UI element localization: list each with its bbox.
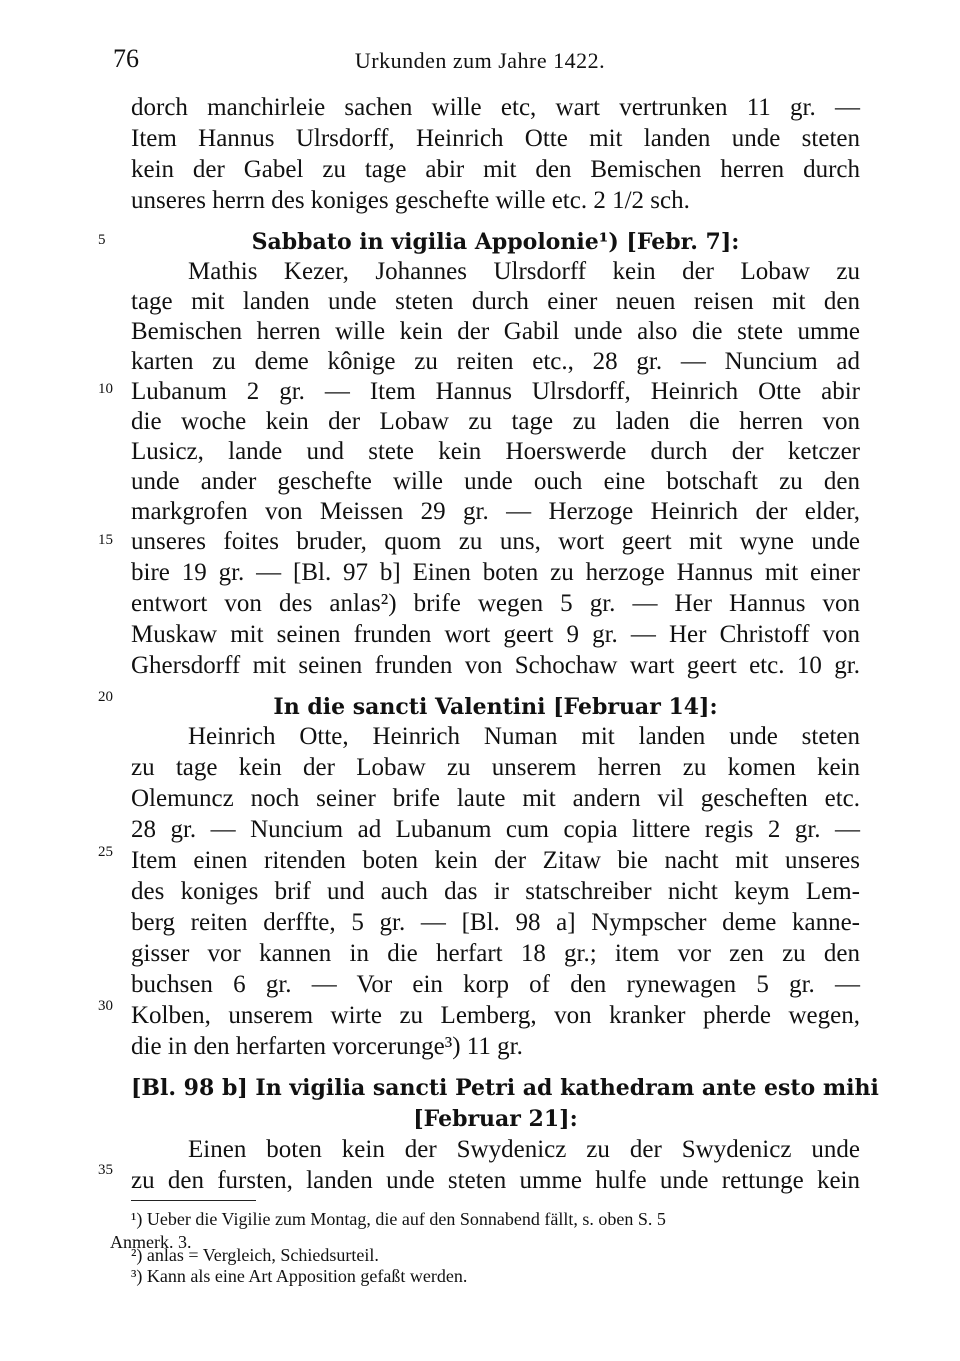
line-number: 35 bbox=[98, 1162, 113, 1178]
page-header bbox=[0, 44, 960, 76]
footnote-continuation: Anmerk. 3. bbox=[110, 1232, 192, 1252]
text-line: berg reiten derffte, 5 gr. — [Bl. 98 a] Nympscher deme kanne- bbox=[131, 909, 860, 936]
text-line: Einen boten kein der Swydenicz zu der Swydenicz unde bbox=[188, 1136, 860, 1163]
text-line: Item einen ritenden boten kein der Zitaw bie nacht mit unseres bbox=[131, 847, 860, 874]
section-heading: [Februar 21]: bbox=[413, 1106, 578, 1132]
text-line: unseres herrn des koniges geschefte wille etc. 2 1/2 sch. bbox=[131, 187, 690, 214]
text-line: entwort von des anlas²) brife wegen 5 gr. — Her Hannus von bbox=[131, 590, 860, 617]
text-line: Item Hannus Ulrsdorff, Heinrich Otte mit landen unde steten bbox=[131, 125, 860, 152]
text-line: buchsen 6 gr. — Vor ein korp of den rynewagen 5 gr. — bbox=[131, 971, 860, 998]
text-line: bire 19 gr. — [Bl. 97 b] Einen boten zu herzoge Hannus mit einer bbox=[131, 559, 860, 586]
section-heading: Sabbato in vigilia Appolonie¹) [Febr. 7]: bbox=[251, 229, 740, 255]
section-heading: [Bl. 98 b] In vigilia sancti Petri ad kathedram ante esto mihi bbox=[131, 1075, 879, 1101]
footnote: ¹) Ueber die Vigilie zum Montag, die auf den Sonnabend fällt, s. oben S. 5 bbox=[131, 1209, 666, 1229]
footnote: ³) Kann als eine Art Apposition gefaßt werden. bbox=[131, 1266, 468, 1286]
footnote: ²) anlas = Vergleich, Schiedsurteil. bbox=[131, 1245, 379, 1265]
text-line: dorch manchirleie sachen wille etc, wart vertrunken 11 gr. — bbox=[131, 94, 860, 121]
line-number: 20 bbox=[98, 689, 113, 705]
text-line: Mathis Kezer, Johannes Ulrsdorff kein der Lobaw zu bbox=[188, 258, 860, 285]
line-number: 25 bbox=[98, 844, 113, 860]
text-line: des koniges brif und auch das ir statschreiber nicht keym Lem- bbox=[131, 878, 860, 905]
text-line: die in den herfarten vorcerunge³) 11 gr. bbox=[131, 1033, 523, 1060]
text-line: markgrofen von Meissen 29 gr. — Herzoge Heinrich der elder, bbox=[131, 498, 860, 525]
text-line: unseres foites bruder, quom zu uns, wort geert mit wyne unde bbox=[131, 528, 860, 555]
running-head: Urkunden zum Jahre 1422. bbox=[354, 48, 606, 73]
text-line: zu den fursten, landen unde steten umme hulfe unde rettunge kein bbox=[131, 1167, 860, 1194]
text-line: Kolben, unserem wirte zu Lemberg, von kranker pherde wegen, bbox=[131, 1002, 860, 1029]
footnote-divider bbox=[131, 1200, 256, 1201]
text-line: zu tage kein der Lobaw zu unserem herren zu komen kein bbox=[131, 754, 860, 781]
text-line: tage mit landen unde steten durch einer neuen reisen mit den bbox=[131, 288, 860, 315]
text-line: karten zu deme kônige zu reiten etc., 28 gr. — Nuncium ad bbox=[131, 348, 860, 375]
line-number: 15 bbox=[98, 532, 113, 548]
text-line: Olemuncz noch seiner brife laute mit andern vil gescheften etc. bbox=[131, 785, 860, 812]
text-line: Muskaw mit seinen frunden wort geert 9 gr. — Her Christoff von bbox=[131, 621, 860, 648]
text-line: Heinrich Otte, Heinrich Numan mit landen unde steten bbox=[188, 723, 860, 750]
text-line: gisser vor kannen in die herfart 18 gr.; item vor zen zu den bbox=[131, 940, 860, 967]
text-line: die woche kein der Lobaw zu tage zu laden die herren von bbox=[131, 408, 860, 435]
line-number: 10 bbox=[98, 381, 113, 397]
line-number: 5 bbox=[98, 232, 106, 248]
text-line: Lusicz, lande und stete kein Hoerswerde durch der ketczer bbox=[131, 438, 860, 465]
text-line: 28 gr. — Nuncium ad Lubanum cum copia littere regis 2 gr. — bbox=[131, 816, 860, 843]
text-line: kein der Gabel zu tage abir mit den Bemischen herren durch bbox=[131, 156, 860, 183]
section-heading: In die sancti Valentini [Februar 14]: bbox=[273, 694, 718, 720]
text-line: Bemischen herren wille kein der Gabil unde also die stete umme bbox=[131, 318, 860, 345]
text-line: Ghersdorff mit seinen frunden von Schochaw wart geert etc. 10 gr. bbox=[131, 652, 860, 679]
text-line: unde ander geschefte wille unde ouch eine botschaft zu den bbox=[131, 468, 860, 495]
page-number: 76 bbox=[113, 44, 139, 73]
line-number: 30 bbox=[98, 998, 113, 1014]
text-line: Lubanum 2 gr. — Item Hannus Ulrsdorff, Heinrich Otte abir bbox=[131, 378, 860, 405]
